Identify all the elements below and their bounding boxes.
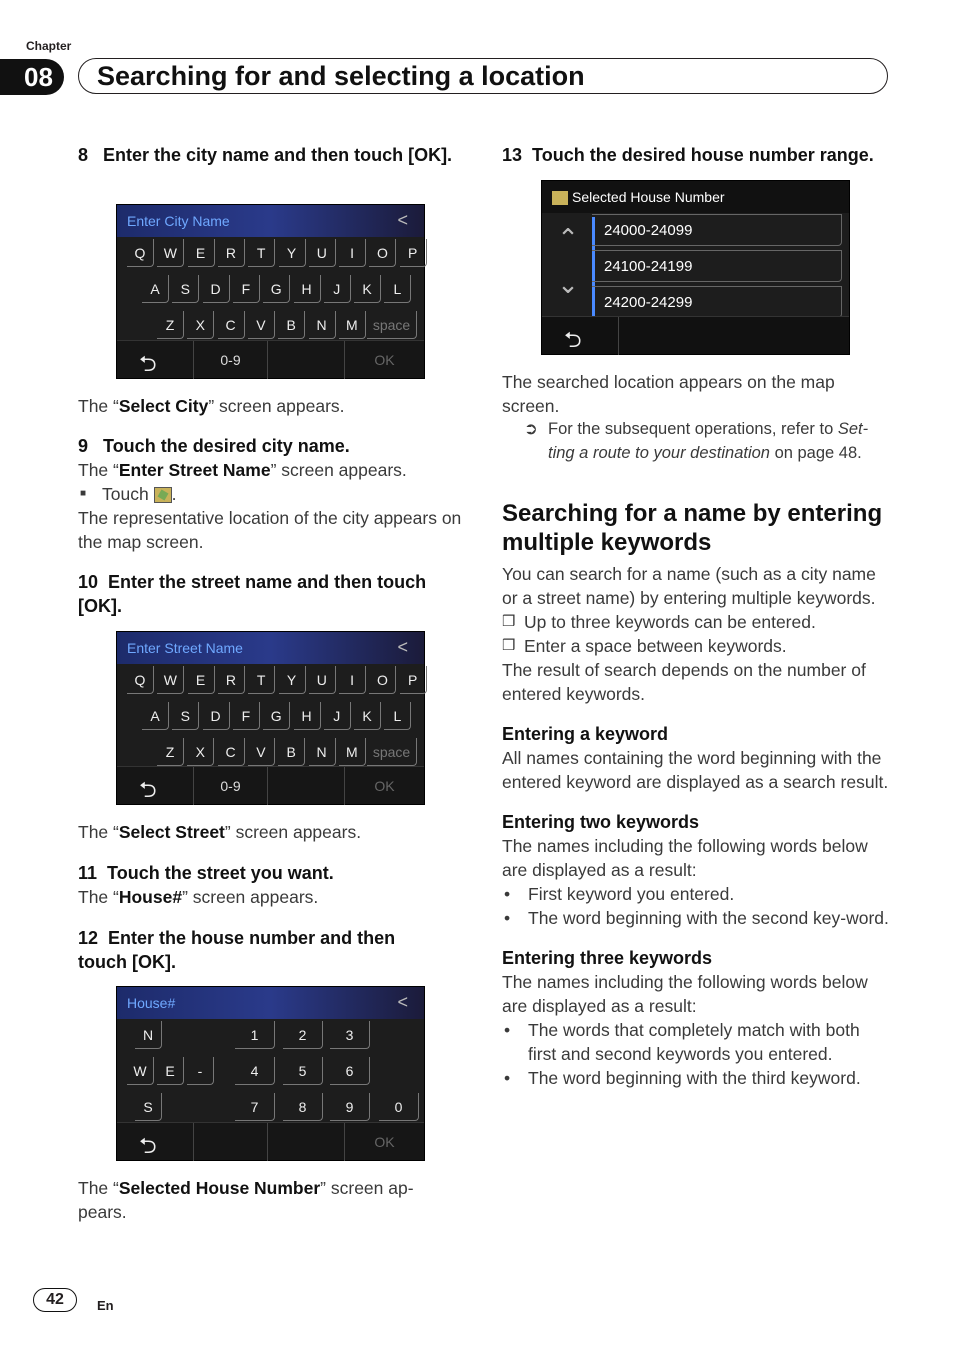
- chapter-label: Chapter: [26, 39, 72, 53]
- scroll-up-icon[interactable]: ⌃: [557, 223, 579, 253]
- map-icon: [552, 191, 568, 205]
- step-text: Enter the house number and then touch [OK].: [78, 928, 396, 972]
- arrow-icon: ➲: [524, 420, 538, 438]
- subheading: Entering two keywords: [502, 812, 700, 832]
- step-text: Touch the street you want.: [107, 863, 334, 883]
- screen-title: Selected House Number: [572, 189, 725, 205]
- key-3[interactable]: 3: [330, 1021, 370, 1049]
- key-k[interactable]: K: [354, 702, 381, 730]
- key-c[interactable]: C: [218, 311, 245, 339]
- key-i[interactable]: I: [339, 666, 366, 694]
- chapter-title-box: [78, 58, 888, 94]
- checkbox-icon: ❒: [502, 637, 516, 654]
- key-x[interactable]: X: [187, 738, 214, 766]
- key-z[interactable]: Z: [157, 738, 184, 766]
- result-text: The result of search depends on the number of entered keywords.: [502, 660, 866, 704]
- key-2[interactable]: 2: [283, 1021, 323, 1049]
- key-o[interactable]: O: [369, 666, 396, 694]
- key-b[interactable]: B: [278, 311, 305, 339]
- checkbox-icon: ❒: [502, 613, 516, 630]
- key-l[interactable]: L: [384, 702, 411, 730]
- back-icon[interactable]: <: [397, 637, 408, 657]
- house-number-screen: [116, 986, 425, 1161]
- key-r[interactable]: R: [218, 239, 245, 267]
- key-u[interactable]: U: [309, 239, 336, 267]
- key-f[interactable]: F: [233, 702, 260, 730]
- key-i[interactable]: I: [339, 239, 366, 267]
- key-s[interactable]: S: [172, 702, 199, 730]
- key-e[interactable]: E: [188, 666, 215, 694]
- bottom-bar: [117, 766, 424, 804]
- check-item: ❒ Enter a space between keywords.: [502, 636, 787, 656]
- key-v[interactable]: V: [248, 738, 275, 766]
- screen-name: House#: [118, 887, 183, 907]
- step-text: Enter the street name and then touch [OK].: [78, 572, 427, 616]
- key-5[interactable]: 5: [283, 1057, 323, 1085]
- screen-name: Enter Street Name: [118, 460, 271, 480]
- return-icon[interactable]: ⮌: [139, 777, 157, 802]
- key-p[interactable]: P: [400, 239, 427, 267]
- check-item: ❒ Up to three keywords can be entered.: [502, 612, 816, 632]
- bullet-item: • The words that completely match with both first and second keywords you entered.: [504, 1020, 860, 1064]
- selected-house-number-screen: [541, 180, 850, 355]
- key-q[interactable]: Q: [127, 666, 154, 694]
- key-e[interactable]: E: [188, 239, 215, 267]
- ok-button[interactable]: OK: [344, 341, 424, 379]
- key-1[interactable]: 1: [235, 1021, 275, 1049]
- key-m[interactable]: M: [339, 738, 366, 766]
- step-10: 10 Enter the street name and then touch [OK].: [78, 572, 427, 616]
- map-icon: [154, 487, 172, 503]
- key-w[interactable]: W: [157, 239, 184, 267]
- key-s[interactable]: S: [135, 1093, 162, 1121]
- key-z[interactable]: Z: [157, 311, 184, 339]
- step-13: 13 Touch the desired house number range.: [502, 145, 874, 165]
- key-s[interactable]: S: [172, 275, 199, 303]
- key-c[interactable]: C: [218, 738, 245, 766]
- touch-bullet: ■ Touch .: [80, 484, 177, 504]
- key-e[interactable]: E: [157, 1057, 184, 1085]
- house-range-row[interactable]: 24000-24099: [592, 214, 842, 246]
- scroll-down-icon[interactable]: ⌄: [557, 269, 579, 299]
- key-p[interactable]: P: [400, 666, 427, 694]
- screen-title: House#: [117, 987, 424, 1019]
- key-g[interactable]: G: [263, 275, 290, 303]
- step-11: 11 Touch the street you want. The “House#” screen appears.: [78, 863, 334, 907]
- key-t[interactable]: T: [248, 239, 275, 267]
- key-h[interactable]: H: [294, 702, 321, 730]
- after-step-8: The “Select City” screen appears.: [78, 396, 345, 416]
- numbers-button[interactable]: 0-9: [193, 341, 268, 379]
- screen-title: Enter City Name: [117, 205, 424, 237]
- return-icon[interactable]: ⮌: [139, 351, 157, 376]
- key-6[interactable]: 6: [330, 1057, 370, 1085]
- screen-title-bar: [542, 181, 849, 213]
- after-step-10: The “Select Street” screen appears.: [78, 822, 362, 842]
- bullet-item: • The word beginning with the third keyword.: [504, 1068, 861, 1088]
- enter-city-screen: [116, 204, 425, 379]
- ok-button[interactable]: OK: [344, 767, 424, 805]
- subsection-text: All names containing the word beginning with the entered keyword are displayed as a search result.: [502, 748, 889, 792]
- bottom-bar: [117, 1122, 424, 1160]
- key-d[interactable]: D: [203, 275, 230, 303]
- screen-title: Enter Street Name: [117, 632, 424, 664]
- step-9: 9 Touch the desired city name. The “Enter Street Name” screen appears. ■ Touch . The representative location of the city appears on the map screen.: [78, 434, 468, 554]
- bullet-item: • First keyword you entered.: [504, 884, 735, 904]
- reference-note: ➲ For the subsequent operations, refer to Set-ting a route to your destination on page 48.: [502, 417, 888, 465]
- key-m[interactable]: M: [339, 311, 366, 339]
- key-0[interactable]: 0: [379, 1093, 419, 1121]
- key-9[interactable]: 9: [330, 1093, 370, 1121]
- bottom-bar: [117, 340, 424, 378]
- key-4[interactable]: 4: [235, 1057, 275, 1085]
- step-text: Touch the desired city name.: [103, 436, 350, 456]
- key-w[interactable]: W: [157, 666, 184, 694]
- enter-street-screen: [116, 631, 425, 805]
- empty-key: [193, 1123, 268, 1161]
- key-j[interactable]: J: [324, 275, 351, 303]
- key-t[interactable]: T: [248, 666, 275, 694]
- screen-name: Select City: [118, 396, 209, 416]
- return-icon[interactable]: ⮌: [564, 327, 582, 352]
- return-icon[interactable]: ⮌: [139, 1133, 157, 1158]
- ok-button[interactable]: OK: [344, 1123, 424, 1161]
- key-y[interactable]: Y: [279, 239, 306, 267]
- house-range-row[interactable]: 24200-24299: [592, 286, 842, 318]
- key-o[interactable]: O: [369, 239, 396, 267]
- subheading: Entering three keywords: [502, 948, 713, 968]
- back-icon[interactable]: <: [397, 992, 408, 1012]
- space-key[interactable]: space: [367, 311, 417, 339]
- screen-name: Selected House Number: [118, 1178, 321, 1198]
- house-range-row[interactable]: 24100-24199: [592, 250, 842, 282]
- key-7[interactable]: 7: [235, 1093, 275, 1121]
- chapter-number: 08: [0, 59, 64, 95]
- key-l[interactable]: L: [384, 275, 411, 303]
- section-intro: You can search for a name (such as a city name or a street name) by entering multiple keywords.: [502, 564, 876, 608]
- step-12: 12 Enter the house number and then touch [OK].: [78, 928, 396, 972]
- key-a[interactable]: A: [142, 702, 169, 730]
- step-8: [78, 143, 468, 167]
- key-n[interactable]: N: [135, 1021, 162, 1049]
- section-body: [502, 562, 892, 1090]
- screen-name: Select Street: [118, 822, 225, 842]
- language-label: En: [97, 1298, 114, 1313]
- key-g[interactable]: G: [263, 702, 290, 730]
- page-number: 42: [33, 1288, 77, 1312]
- key-n[interactable]: N: [309, 311, 336, 339]
- key-q[interactable]: Q: [127, 239, 154, 267]
- key-b[interactable]: B: [278, 738, 305, 766]
- after-step-12: The “Selected House Number” screen ap-pears.: [78, 1178, 414, 1222]
- subheading: Entering a keyword: [502, 724, 669, 744]
- key-f[interactable]: F: [233, 275, 260, 303]
- bottom-bar: [542, 316, 849, 354]
- step-text: Touch the desired house number range.: [532, 145, 874, 165]
- subsection-text: The names including the following words below are displayed as a result:: [502, 972, 868, 1016]
- chapter-title: Searching for and selecting a location: [97, 61, 585, 91]
- key-8[interactable]: 8: [283, 1093, 323, 1121]
- step-text: Enter the city name and then touch [OK].: [103, 145, 453, 165]
- section-heading: Searching for a name by entering multiple keywords: [502, 500, 883, 556]
- touch-description: The representative location of the city appears on the map screen.: [78, 508, 462, 552]
- step-number: 8: [78, 145, 89, 165]
- space-key[interactable]: space: [367, 738, 417, 766]
- back-icon[interactable]: <: [397, 210, 408, 230]
- key-n[interactable]: N: [309, 738, 336, 766]
- key-w[interactable]: W: [127, 1057, 154, 1085]
- key-k[interactable]: K: [354, 275, 381, 303]
- key-u[interactable]: U: [309, 666, 336, 694]
- key-y[interactable]: Y: [279, 666, 306, 694]
- key-x[interactable]: X: [187, 311, 214, 339]
- key-h[interactable]: H: [294, 275, 321, 303]
- bullet-item: • The word beginning with the second key-word.: [504, 908, 889, 928]
- key-a[interactable]: A: [142, 275, 169, 303]
- key-v[interactable]: V: [248, 311, 275, 339]
- key-dash[interactable]: -: [187, 1057, 214, 1085]
- key-r[interactable]: R: [218, 666, 245, 694]
- key-d[interactable]: D: [203, 702, 230, 730]
- numbers-button[interactable]: 0-9: [193, 767, 268, 805]
- subsection-text: The names including the following words below are displayed as a result:: [502, 836, 868, 880]
- reference-link[interactable]: Set-ting a route to your destination: [548, 420, 869, 462]
- key-j[interactable]: J: [324, 702, 351, 730]
- after-step-13: The searched location appears on the map screen.: [502, 372, 835, 416]
